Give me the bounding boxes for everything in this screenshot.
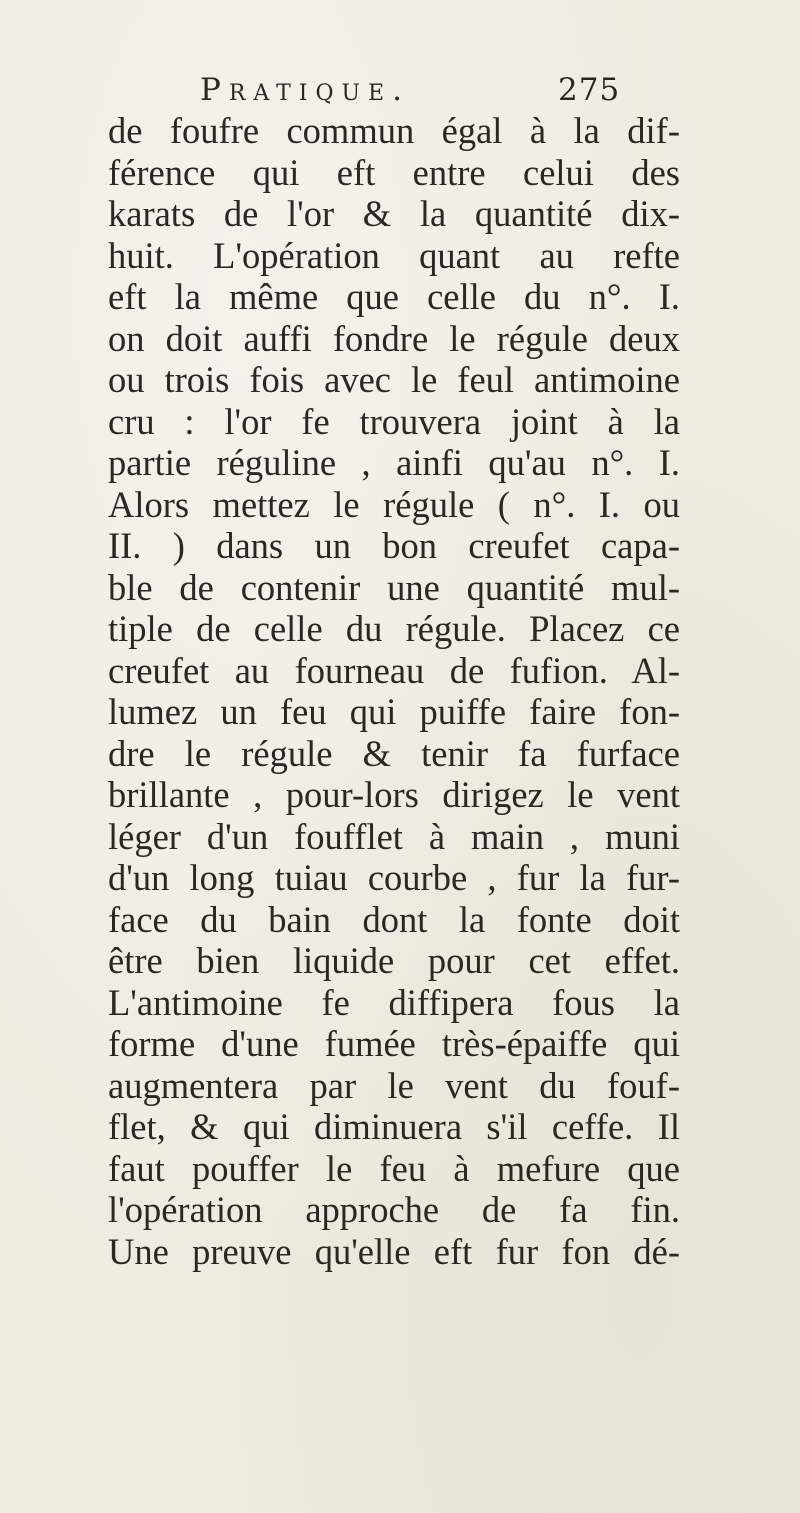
text-line: augmentera par le vent du fouf- [108, 1064, 680, 1106]
text-line: brillante , pour-lors dirigez le vent [108, 774, 680, 815]
text-line: d'un long tuiau courbe , fur la fur- [108, 857, 680, 898]
text-line: huit. L'opération quant au refte [108, 234, 680, 276]
text-line: on doit auffi fondre le régule deux [108, 317, 680, 359]
text-line: léger d'un foufflet à main , muni [108, 815, 680, 857]
text-line: ble de contenir une quantité mul- [108, 566, 680, 608]
text-line: L'antimoine fe diffipera fous la [108, 981, 680, 1023]
text-line: faut pouffer le feu à mefure que [108, 1147, 680, 1189]
text-line: flet, & qui diminuera s'il ceffe. Il [108, 1106, 680, 1147]
text-line: tiple de celle du régule. Placez ce [108, 608, 680, 649]
text-line: l'opération approche de fa fin. [108, 1189, 680, 1230]
body-text [108, 110, 680, 1272]
page-header [0, 68, 800, 112]
text-line: être bien liquide pour cet effet. [108, 940, 680, 981]
text-line: dre le régule & tenir fa furface [108, 732, 680, 774]
text-line: face du bain dont la fonte doit [108, 898, 680, 940]
text-line: II. ) dans un bon creufet capa- [108, 525, 680, 566]
text-line: ou trois fois avec le feul antimoine [108, 359, 680, 400]
running-head: Pratique. [200, 72, 410, 108]
text-line: lumez un feu qui puiffe faire fon- [108, 691, 680, 732]
text-line: cru : l'or fe trouvera joint à la [108, 400, 680, 442]
text-line: partie réguline , ainfi qu'au n°. I. [108, 442, 680, 483]
text-line: Une preuve qu'elle eft fur fon dé- [108, 1230, 680, 1272]
text-line: Alors mettez le régule ( n°. I. ou [108, 483, 680, 525]
text-line: forme d'une fumée très-épaiffe qui [108, 1023, 680, 1064]
page-number: 275 [558, 72, 621, 108]
text-line: de foufre commun égal à la dif- [108, 110, 680, 151]
text-line: eft la même que celle du n°. I. [108, 276, 680, 317]
text-line: karats de l'or & la quantité dix- [108, 193, 680, 234]
text-line: creufet au fourneau de fufion. Al- [108, 649, 680, 691]
text-line: férence qui eft entre celui des [108, 151, 680, 193]
